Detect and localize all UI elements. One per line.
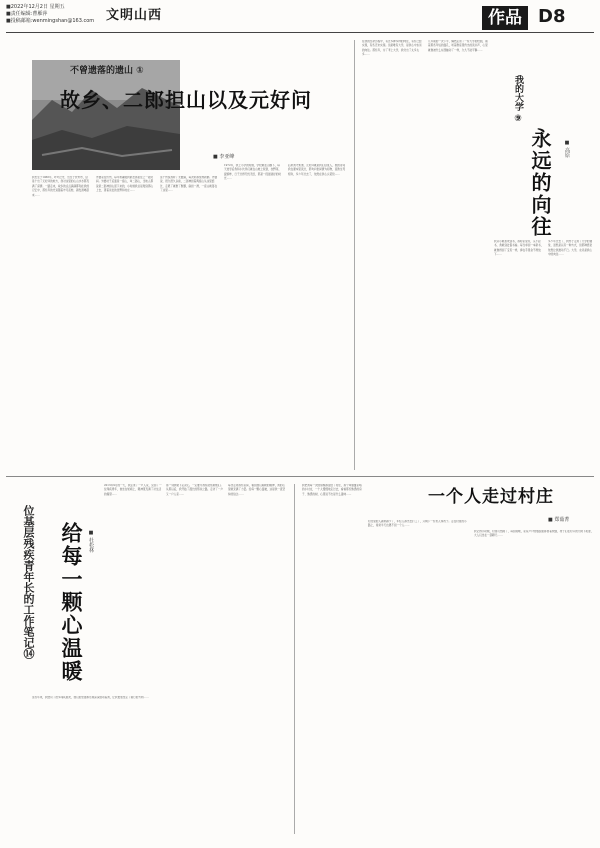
article4-author: ■ 杜松林: [88, 530, 94, 553]
article2-title: 永远的向往: [528, 128, 552, 238]
article3-paragraph: 我把我每一次的傍晚都留给了村庄，那个叫做董家峪的小村庄，一个人慢慢地走过去，看看那些熟悉的房子、熟悉的树，心里说不出是什么滋味……: [302, 484, 362, 496]
article4-paragraph: 那一刻我就下定决心，一定要尽我所能帮助他们。从那以后，我开始了漫长的帮扶之路，走访了一户又一户人家……: [166, 484, 224, 496]
article4-series: 位基层残疾青年长的工作笔记⑭: [22, 505, 35, 659]
column-divider: [294, 484, 295, 834]
article1-paragraph: 后来我才知道，元好问就是我们这里人，他的诗词我在课本里读过，那句问世间情为何物，直教生死相许，多少年过去了，依然在我心头萦绕……: [288, 164, 346, 176]
header-rule: [6, 32, 594, 33]
masthead-meta: [6, 4, 94, 25]
article4-paragraph: 2013年9月的一天，我走进了一户人家，见到了一位残疾青年，他坐在轮椅上，眼神里充满了对生活的渴望……: [104, 484, 162, 496]
section-divider: [6, 476, 594, 477]
article3-paragraph: 我记得小时候，村里可热闹了，每到傍晚，家家户户的烟囱里都冒着炊烟，孩子们在村口的大树下玩耍，大人们坐在一起聊天……: [474, 530, 594, 538]
article2-paragraph: 我从小就喜欢读书，那时家里穷，买不起书，我就到处借书看。每当拿到一本新书，就像得到了宝贝一样，捧在手里舍不得放下……: [494, 240, 544, 257]
article1-series: 不曾遗落的遗山 ①: [70, 66, 144, 76]
section-label: 作品: [482, 6, 528, 30]
article3-title: 一个人走过村庄: [428, 487, 554, 507]
responsible-editor: ■责任编辑:曹雁萍: [6, 11, 48, 17]
submission-email: ■投稿邮箱:wenmingshan@163.com: [6, 18, 95, 24]
article1-paragraph: 1972年，我上小学的时候，学校就在山脚下，每天放学后我和小伙伴们就在山坡上玩耍，挖野菜、捉蚂蚱，日子过得无忧无虑，那是一段最美好的时光……: [224, 164, 282, 181]
article1-paragraph: 我出生于1966年，叶叶泛舟，出生于忻州市，这是个出了元好问的地方，我对这里的山山水水都充满了深情。一路走来，故乡的点点滴滴都刻在我的记忆中，那些年的光景随着岁月流转，越发清晰起来……: [32, 176, 90, 197]
landscape-photo-art: [32, 60, 180, 170]
article1-paragraph: 外婆家在忻州，每年寒暑假我都去那里住上一段时间。外婆村子后面是一座山，叫二郎山，当地人都说是二郎神担山留下来的，小时候我总是爬到那山上去，望着远处的田野和村庄……: [96, 176, 154, 193]
article4-title: 给每一颗心温暖: [59, 522, 83, 683]
issue-date: ■2022年12月2日 星期五: [6, 4, 65, 10]
article2-paragraph: 多少年过去了，我终于走进了大学的课堂，虽然是以另一种方式，但那种感觉依然让我激动不已。大学，永远是我心中的向往……: [548, 240, 593, 257]
article4-paragraph: 这些年来，我结识了很多残疾朋友，他们的坚强和乐观深深感动着我，让我更加坚定了前行的方向……: [32, 696, 149, 699]
article3-author: ■ 郑茹菁: [548, 517, 570, 523]
article1-paragraph: 这个传说我听了无数遍，每次听都觉得新鲜。外婆说，很久很久以前，二郎神担着两座山从这里经过，走累了就歇了歇脚，扁担一滑，一座山就落在了这里……: [160, 176, 218, 193]
masthead-logo: 文明山西: [106, 8, 163, 23]
article2-author: ■ 高原: [564, 140, 570, 158]
page-number: D8: [538, 6, 566, 27]
article2-paragraph: 在我的生命历程中，有过多种多样的向往，有些已经实现，有些还未实现。但是唯有大学，是我心中永远的向往。那些年，为了考上大学，我付出了太多太多……: [362, 40, 422, 57]
article3-paragraph: 村庄里的人越来越少了，年轻人都出去打工了，只剩下一些老人和孩子。走在村里的小路上，常常半天也遇不到一个人……: [368, 520, 467, 528]
article2-series: 我的大学 ⑨: [513, 75, 523, 125]
article2-paragraph: 几年前的一次下午，偶然走进了一所大学的校园，看着那些年轻的面孔，听着教室里传出的读书声，心里就像被什么东西触动了一样，久久不能平静……: [428, 40, 488, 52]
article4-paragraph: 每次走进那些家庭，看到他们期盼的眼神，我的心里就充满了力量。给每一颗心温暖，这是我一直坚持的信念……: [228, 484, 286, 496]
article1-title: 故乡、二郎担山以及元好问: [60, 88, 312, 112]
column-divider: [354, 40, 355, 470]
article1-author: ■ 李亚峰: [213, 154, 235, 160]
landscape-photo: [32, 60, 180, 170]
